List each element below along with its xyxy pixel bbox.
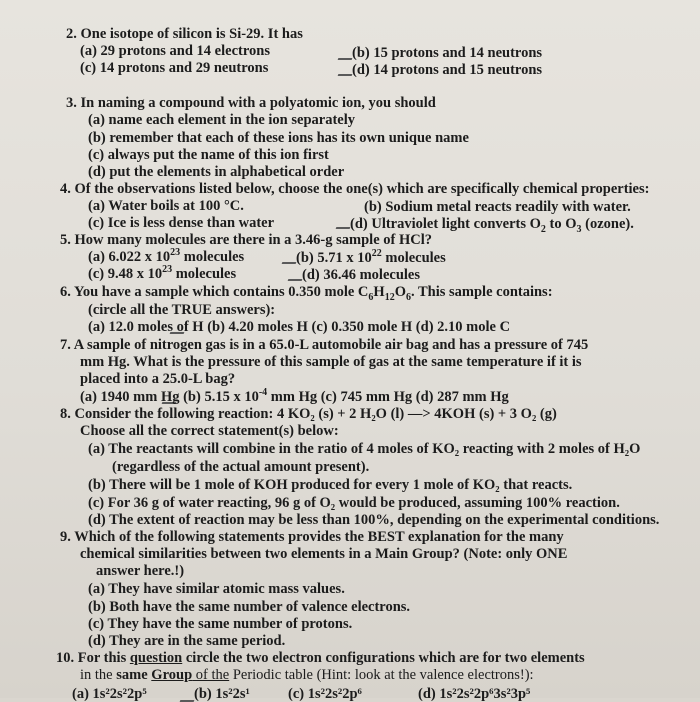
q6-answers: (a) 12.0 moles of H (b) 4.20 moles H (c) 0.350 mole H (d) 2.10 mole C [88,319,511,335]
q2-option-a: (a) 29 protons and 14 electrons [80,43,270,59]
q3-option-c: (c) always put the name of this ion first [88,147,329,163]
q10-option-d: (d) 1s²2s²2p⁶3s²3p⁵ [418,686,531,702]
q9-option-d: (d) They are in the same period. [88,633,286,649]
q5-option-b: (b) 5.71 x $10^{22}$ molecules [296,248,446,266]
q10-option-b: (b) 1s²2s¹ [194,686,250,702]
q2-option-b: (b) 15 protons and 14 neutrons [352,45,543,61]
q7-line-1: 7. A sample of nitrogen gas is in a 65.0-L automobile air bag and has a pressure of 745 [60,337,589,353]
q6-stem: 6. You have a sample which contains 0.350 mole $C_6H_{12}O_6$. This sample contains: [60,284,553,303]
q7-line-3: placed into a 25.0-L bag? [80,371,236,387]
q9-line-1: 9. Which of the following statements provides the BEST explanation for the many [60,529,564,545]
pencil-mark [336,227,351,229]
q4-option-c: (c) Ice is less dense than water [88,215,275,231]
q3-option-a: (a) name each element in the ion separately [88,112,355,128]
q4-option-a: (a) Water boils at 100 °C. [88,198,244,214]
q4-option-d: (d) Ultraviolet light converts $O_2$ to $O_3$ (ozone). [350,216,634,235]
q9-line-2: chemical similarities between two elements in a Main Group? (Note: only ONE [80,546,568,562]
q10-line-2: in the same Group of the Periodic table (Hint: look at the valence electrons!): [80,667,534,683]
q4-option-b: (b) Sodium metal reacts readily with water. [364,199,631,215]
pencil-mark [288,279,303,281]
q10-line-1: 10. For this question circle the two electron configurations which are for two elements [56,650,585,666]
q9-option-c: (c) They have the same number of protons. [88,616,353,632]
q3-option-d: (d) put the elements in alphabetical order [88,164,345,180]
q9-line-3: answer here.!) [96,563,185,579]
q8-option-a-line-2: (regardless of the actual amount present). [112,459,370,475]
q9-option-b: (b) Both have the same number of valence electrons. [88,599,411,615]
pencil-mark [338,74,353,76]
q5-option-a: (a) 6.022 x $10^{23}$ molecules [88,247,245,265]
q8-option-d: (d) The extent of reaction may be less than 100%, depending on the experimental conditions. [88,512,660,528]
q8-option-a-line-1: (a) The reactants will combine in the ratio of 4 moles of KO₂ reacting with 2 moles of H₂O [88,441,641,457]
q6-instructions: (circle all the TRUE answers): [88,302,276,318]
q7-line-2: mm Hg. What is the pressure of this sample of gas at the same temperature if it is [80,354,582,370]
q2-stem: 2. One isotope of silicon is Si-29. It has [66,26,303,42]
q10-option-c: (c) 1s²2s²2p⁶ [288,686,362,702]
pencil-mark [282,262,297,264]
q8-option-b: (b) There will be 1 mole of KOH produced for every 1 mole of KO₂ that reacts. [88,477,573,493]
q7-answers: (a) 1940 mm Hg (b) 5.15 x $10^{-4}$ mm Hg (c) 745 mm Hg (d) 287 mm Hg [80,387,509,405]
q3-stem: 3. In naming a compound with a polyatomic ion, you should [66,95,436,111]
q10-option-a: (a) 1s²2s²2p⁵ [72,686,147,702]
q9-option-a: (a) They have similar atomic mass values. [88,581,345,597]
pencil-mark [338,58,353,60]
q5-stem: 5. How many molecules are there in a 3.46-g sample of HCl? [60,232,432,248]
q2-option-d: (d) 14 protons and 15 neutrons [352,62,543,78]
q8-option-c: (c) For 36 g of water reacting, 96 g of O₂ would be produced, assuming 100% reaction. [88,495,620,511]
q8-reaction: 8. Consider the following reaction: 4 KO₂ (s) + 2 H₂O (l) —> 4KOH (s) + 3 O₂ (g) [60,406,557,422]
q5-option-d: (d) 36.46 molecules [302,267,420,283]
q3-option-b: (b) remember that each of these ions has its own unique name [88,130,469,146]
q5-option-c: (c) 9.48 x $10^{23}$ molecules [88,264,237,282]
q8-instructions: Choose all the correct statement(s) below: [80,423,339,439]
q2-option-c: (c) 14 protons and 29 neutrons [80,60,269,76]
q4-stem: 4. Of the observations listed below, choose the one(s) which are specifically chemical properties: [60,181,650,197]
